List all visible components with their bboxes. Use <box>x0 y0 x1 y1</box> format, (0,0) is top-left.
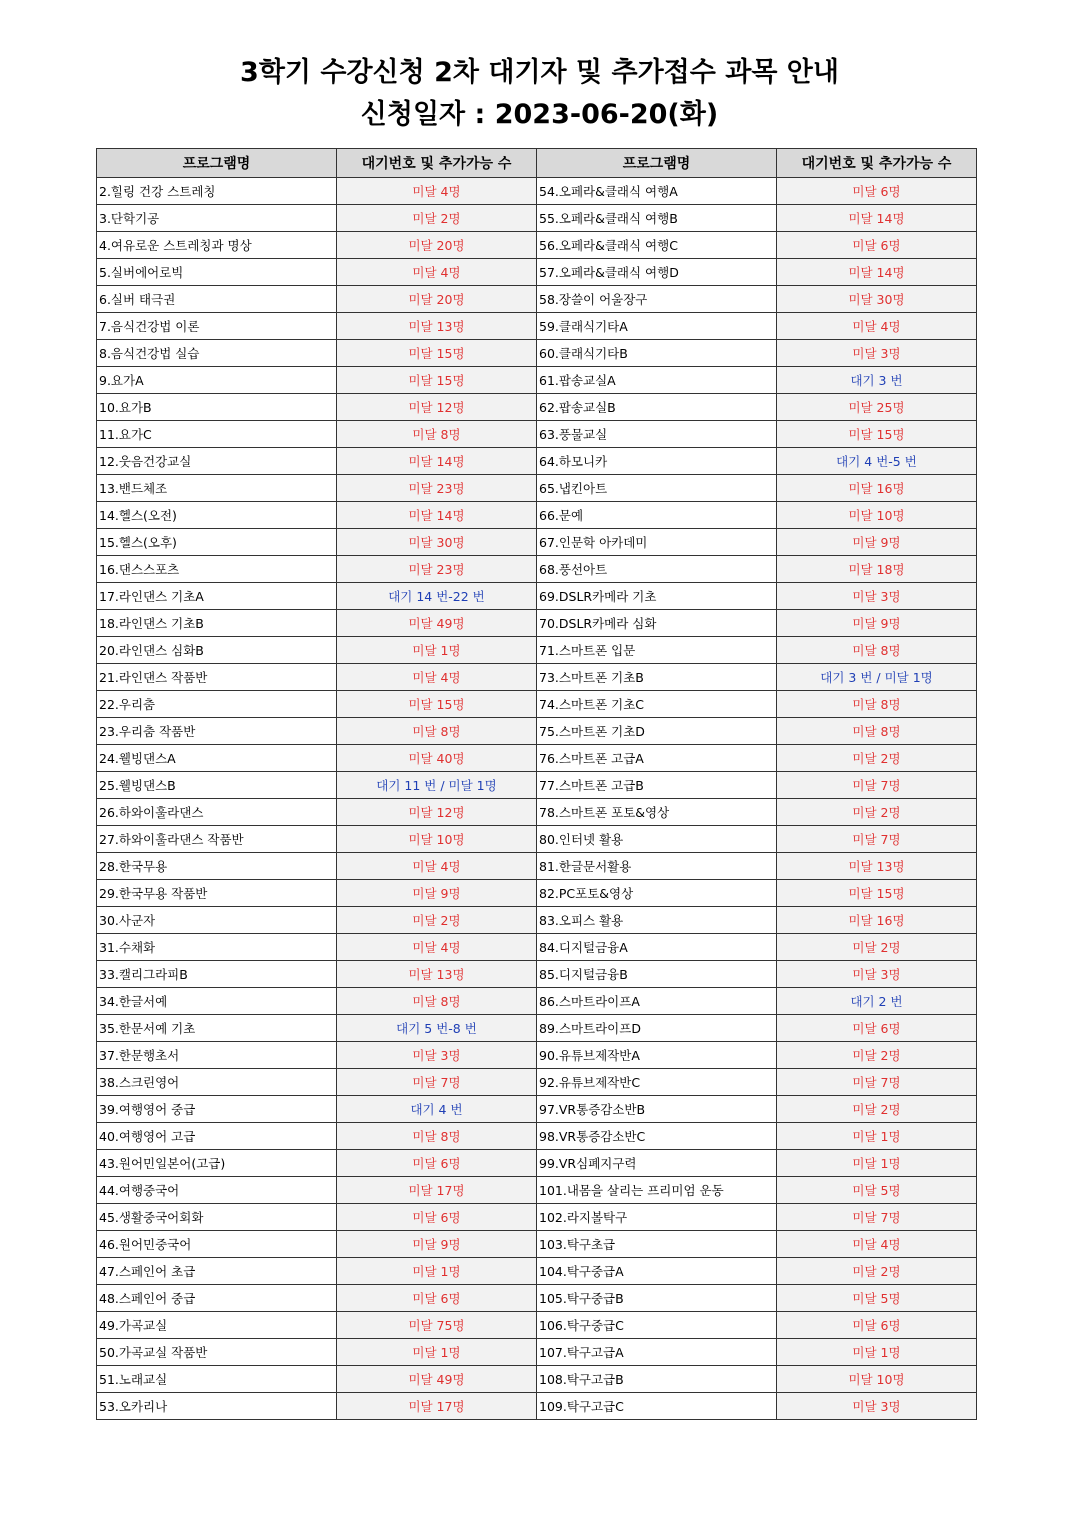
program-name-cell: 109.탁구고급C <box>537 1393 777 1420</box>
table-row <box>97 1069 977 1096</box>
table-row <box>97 448 977 475</box>
status-cell: 미달 2명 <box>337 907 537 934</box>
status-cell: 미달 12명 <box>337 394 537 421</box>
status-cell: 미달 1명 <box>777 1123 977 1150</box>
status-cell: 미달 8명 <box>337 988 537 1015</box>
program-name-cell: 45.생활중국어회화 <box>97 1204 337 1231</box>
table-row <box>97 205 977 232</box>
table-row <box>97 259 977 286</box>
status-cell: 미달 14명 <box>777 259 977 286</box>
status-cell: 미달 20명 <box>337 232 537 259</box>
program-name-cell: 74.스마트폰 기초C <box>537 691 777 718</box>
status-cell: 미달 1명 <box>337 637 537 664</box>
program-name-cell: 66.문예 <box>537 502 777 529</box>
status-cell: 미달 7명 <box>777 1069 977 1096</box>
program-name-cell: 107.탁구고급A <box>537 1339 777 1366</box>
program-name-cell: 7.음식건강법 이론 <box>97 313 337 340</box>
status-cell: 대기 2 번 <box>777 988 977 1015</box>
table-row <box>97 556 977 583</box>
status-cell: 미달 2명 <box>777 1258 977 1285</box>
status-cell: 미달 16명 <box>777 907 977 934</box>
status-cell: 미달 8명 <box>337 1123 537 1150</box>
status-cell: 미달 2명 <box>777 934 977 961</box>
status-cell: 미달 17명 <box>337 1393 537 1420</box>
table-row <box>97 664 977 691</box>
program-name-cell: 108.탁구고급B <box>537 1366 777 1393</box>
program-name-cell: 68.풍선아트 <box>537 556 777 583</box>
program-name-cell: 27.하와이훌라댄스 작품반 <box>97 826 337 853</box>
status-cell: 미달 3명 <box>777 340 977 367</box>
table-row <box>97 502 977 529</box>
status-cell: 미달 9명 <box>337 1231 537 1258</box>
header-program-name-left: 프로그램명 <box>97 149 337 178</box>
status-cell: 대기 4 번 <box>337 1096 537 1123</box>
status-cell: 미달 4명 <box>337 259 537 286</box>
status-cell: 미달 20명 <box>337 286 537 313</box>
table-row <box>97 1015 977 1042</box>
program-name-cell: 80.인터넷 활용 <box>537 826 777 853</box>
table-row <box>97 880 977 907</box>
program-name-cell: 39.여행영어 중급 <box>97 1096 337 1123</box>
status-cell: 미달 6명 <box>337 1150 537 1177</box>
program-name-cell: 13.밴드체조 <box>97 475 337 502</box>
status-cell: 미달 8명 <box>777 691 977 718</box>
table-row <box>97 1339 977 1366</box>
status-cell: 대기 5 번-8 번 <box>337 1015 537 1042</box>
program-name-cell: 10.요가B <box>97 394 337 421</box>
program-name-cell: 30.사군자 <box>97 907 337 934</box>
status-cell: 미달 9명 <box>777 529 977 556</box>
program-name-cell: 81.한글문서활용 <box>537 853 777 880</box>
program-name-cell: 8.음식건강법 실습 <box>97 340 337 367</box>
table-row <box>97 610 977 637</box>
status-cell: 미달 7명 <box>777 1204 977 1231</box>
program-name-cell: 83.오피스 활용 <box>537 907 777 934</box>
program-name-cell: 18.라인댄스 기초B <box>97 610 337 637</box>
status-cell: 미달 6명 <box>777 178 977 205</box>
table-row <box>97 1096 977 1123</box>
status-cell: 미달 12명 <box>337 799 537 826</box>
table-row <box>97 772 977 799</box>
status-cell: 미달 9명 <box>777 610 977 637</box>
table-row <box>97 421 977 448</box>
status-cell: 미달 3명 <box>777 1393 977 1420</box>
program-name-cell: 25.웰빙댄스B <box>97 772 337 799</box>
status-cell: 미달 13명 <box>777 853 977 880</box>
status-cell: 대기 14 번-22 번 <box>337 583 537 610</box>
program-name-cell: 60.클래식기타B <box>537 340 777 367</box>
program-name-cell: 54.오페라&클래식 여행A <box>537 178 777 205</box>
table-row <box>97 1177 977 1204</box>
program-name-cell: 28.한국무용 <box>97 853 337 880</box>
table-row <box>97 367 977 394</box>
document-title: 3학기 수강신청 2차 대기자 및 추가접수 과목 안내 <box>240 57 839 88</box>
status-cell: 미달 1명 <box>337 1258 537 1285</box>
status-cell: 미달 4명 <box>777 313 977 340</box>
table-row <box>97 745 977 772</box>
program-name-cell: 14.헬스(오전) <box>97 502 337 529</box>
status-cell: 미달 10명 <box>777 1366 977 1393</box>
status-cell: 미달 15명 <box>337 691 537 718</box>
waitlist-table <box>96 148 977 1420</box>
header-status-left: 대기번호 및 추가가능 수 <box>337 149 537 178</box>
program-name-cell: 98.VR통증감소반C <box>537 1123 777 1150</box>
program-name-cell: 61.팝송교실A <box>537 367 777 394</box>
status-cell: 미달 3명 <box>777 961 977 988</box>
status-cell: 미달 23명 <box>337 556 537 583</box>
program-name-cell: 103.탁구초급 <box>537 1231 777 1258</box>
status-cell: 미달 6명 <box>337 1204 537 1231</box>
status-cell: 미달 49명 <box>337 610 537 637</box>
status-cell: 미달 10명 <box>337 826 537 853</box>
status-cell: 미달 49명 <box>337 1366 537 1393</box>
table-row <box>97 853 977 880</box>
status-cell: 미달 3명 <box>337 1042 537 1069</box>
program-name-cell: 48.스페인어 중급 <box>97 1285 337 1312</box>
program-name-cell: 49.가곡교실 <box>97 1312 337 1339</box>
status-cell: 미달 2명 <box>777 1096 977 1123</box>
program-name-cell: 53.오카리나 <box>97 1393 337 1420</box>
status-cell: 미달 5명 <box>777 1177 977 1204</box>
status-cell: 미달 8명 <box>777 718 977 745</box>
program-name-cell: 77.스마트폰 고급B <box>537 772 777 799</box>
table-row <box>97 1258 977 1285</box>
status-cell: 미달 2명 <box>777 799 977 826</box>
program-name-cell: 78.스마트폰 포토&영상 <box>537 799 777 826</box>
status-cell: 미달 6명 <box>777 232 977 259</box>
program-name-cell: 15.헬스(오후) <box>97 529 337 556</box>
program-name-cell: 17.라인댄스 기초A <box>97 583 337 610</box>
status-cell: 미달 15명 <box>337 367 537 394</box>
status-cell: 미달 25명 <box>777 394 977 421</box>
status-cell: 미달 16명 <box>777 475 977 502</box>
program-name-cell: 46.원어민중국어 <box>97 1231 337 1258</box>
program-name-cell: 106.탁구중급C <box>537 1312 777 1339</box>
status-cell: 미달 14명 <box>337 502 537 529</box>
table-row <box>97 961 977 988</box>
status-cell: 미달 6명 <box>777 1312 977 1339</box>
program-name-cell: 62.팝송교실B <box>537 394 777 421</box>
program-name-cell: 82.PC포토&영상 <box>537 880 777 907</box>
status-cell: 미달 8명 <box>337 718 537 745</box>
status-cell: 미달 30명 <box>777 286 977 313</box>
table-header-row <box>97 149 977 178</box>
program-name-cell: 104.탁구중급A <box>537 1258 777 1285</box>
table-row <box>97 637 977 664</box>
table-row <box>97 1393 977 1420</box>
table-row <box>97 313 977 340</box>
program-name-cell: 69.DSLR카메라 기초 <box>537 583 777 610</box>
table-row <box>97 583 977 610</box>
table-row <box>97 718 977 745</box>
status-cell: 미달 75명 <box>337 1312 537 1339</box>
status-cell: 미달 14명 <box>777 205 977 232</box>
status-cell: 미달 1명 <box>777 1339 977 1366</box>
status-cell: 미달 14명 <box>337 448 537 475</box>
status-cell: 미달 30명 <box>337 529 537 556</box>
program-name-cell: 4.여유로운 스트레칭과 명상 <box>97 232 337 259</box>
status-cell: 미달 4명 <box>337 934 537 961</box>
program-name-cell: 58.장쓸이 어울장구 <box>537 286 777 313</box>
table-row <box>97 988 977 1015</box>
program-name-cell: 101.내몸을 살리는 프리미엄 운동 <box>537 1177 777 1204</box>
program-name-cell: 29.한국무용 작품반 <box>97 880 337 907</box>
status-cell: 미달 17명 <box>337 1177 537 1204</box>
program-name-cell: 92.유튜브제작반C <box>537 1069 777 1096</box>
status-cell: 미달 2명 <box>777 745 977 772</box>
program-name-cell: 22.우리춤 <box>97 691 337 718</box>
status-cell: 미달 13명 <box>337 313 537 340</box>
program-name-cell: 63.풍물교실 <box>537 421 777 448</box>
status-cell: 미달 15명 <box>777 421 977 448</box>
program-name-cell: 70.DSLR카메라 심화 <box>537 610 777 637</box>
status-cell: 미달 7명 <box>777 772 977 799</box>
table-row <box>97 907 977 934</box>
program-name-cell: 84.디지털금융A <box>537 934 777 961</box>
table-row <box>97 475 977 502</box>
program-name-cell: 12.웃음건강교실 <box>97 448 337 475</box>
status-cell: 미달 10명 <box>777 502 977 529</box>
status-cell: 대기 3 번 / 미달 1명 <box>777 664 977 691</box>
program-name-cell: 85.디지털금융B <box>537 961 777 988</box>
program-name-cell: 55.오페라&클래식 여행B <box>537 205 777 232</box>
table-row <box>97 1042 977 1069</box>
status-cell: 미달 9명 <box>337 880 537 907</box>
table-row <box>97 394 977 421</box>
program-name-cell: 73.스마트폰 기초B <box>537 664 777 691</box>
status-cell: 미달 5명 <box>777 1285 977 1312</box>
table-row <box>97 934 977 961</box>
status-cell: 미달 2명 <box>337 205 537 232</box>
document-subtitle: 신청일자 : 2023-06-20(화) <box>360 99 719 130</box>
program-name-cell: 21.라인댄스 작품반 <box>97 664 337 691</box>
status-cell: 미달 7명 <box>337 1069 537 1096</box>
header-program-name-right: 프로그램명 <box>537 149 777 178</box>
program-name-cell: 2.힐링 건강 스트레칭 <box>97 178 337 205</box>
program-name-cell: 9.요가A <box>97 367 337 394</box>
program-name-cell: 65.냅킨아트 <box>537 475 777 502</box>
program-name-cell: 44.여행중국어 <box>97 1177 337 1204</box>
table-row <box>97 1366 977 1393</box>
program-name-cell: 99.VR심폐지구력 <box>537 1150 777 1177</box>
table-row <box>97 340 977 367</box>
program-name-cell: 64.하모니카 <box>537 448 777 475</box>
status-cell: 미달 40명 <box>337 745 537 772</box>
program-name-cell: 11.요가C <box>97 421 337 448</box>
status-cell: 미달 4명 <box>777 1231 977 1258</box>
program-name-cell: 97.VR통증감소반B <box>537 1096 777 1123</box>
status-cell: 미달 7명 <box>777 826 977 853</box>
program-name-cell: 43.원어민일본어(고급) <box>97 1150 337 1177</box>
program-name-cell: 37.한문행초서 <box>97 1042 337 1069</box>
status-cell: 미달 1명 <box>777 1150 977 1177</box>
table-row <box>97 691 977 718</box>
status-cell: 미달 8명 <box>777 637 977 664</box>
table-row <box>97 1312 977 1339</box>
program-name-cell: 102.라지볼탁구 <box>537 1204 777 1231</box>
program-name-cell: 34.한글서예 <box>97 988 337 1015</box>
table-row <box>97 529 977 556</box>
program-name-cell: 56.오페라&클래식 여행C <box>537 232 777 259</box>
status-cell: 미달 23명 <box>337 475 537 502</box>
program-name-cell: 67.인문학 아카데미 <box>537 529 777 556</box>
program-name-cell: 3.단학기공 <box>97 205 337 232</box>
status-cell: 미달 4명 <box>337 853 537 880</box>
status-cell: 미달 4명 <box>337 178 537 205</box>
header-status-right: 대기번호 및 추가가능 수 <box>777 149 977 178</box>
program-name-cell: 16.댄스스포츠 <box>97 556 337 583</box>
program-name-cell: 51.노래교실 <box>97 1366 337 1393</box>
table-row <box>97 232 977 259</box>
program-name-cell: 75.스마트폰 기초D <box>537 718 777 745</box>
status-cell: 미달 15명 <box>337 340 537 367</box>
table-row <box>97 826 977 853</box>
status-cell: 미달 15명 <box>777 880 977 907</box>
program-name-cell: 31.수채화 <box>97 934 337 961</box>
program-name-cell: 23.우리춤 작품반 <box>97 718 337 745</box>
status-cell: 미달 4명 <box>337 664 537 691</box>
status-cell: 미달 13명 <box>337 961 537 988</box>
table-row <box>97 1150 977 1177</box>
program-name-cell: 38.스크린영어 <box>97 1069 337 1096</box>
table-row <box>97 1123 977 1150</box>
status-cell: 미달 18명 <box>777 556 977 583</box>
program-name-cell: 26.하와이훌라댄스 <box>97 799 337 826</box>
status-cell: 미달 3명 <box>777 583 977 610</box>
status-cell: 미달 8명 <box>337 421 537 448</box>
status-cell: 미달 1명 <box>337 1339 537 1366</box>
program-name-cell: 24.웰빙댄스A <box>97 745 337 772</box>
status-cell: 미달 2명 <box>777 1042 977 1069</box>
program-name-cell: 5.실버에어로빅 <box>97 259 337 286</box>
status-cell: 대기 11 번 / 미달 1명 <box>337 772 537 799</box>
status-cell: 대기 4 번-5 번 <box>777 448 977 475</box>
table-row <box>97 178 977 205</box>
table-row <box>97 799 977 826</box>
program-name-cell: 6.실버 태극권 <box>97 286 337 313</box>
program-name-cell: 33.캘리그라피B <box>97 961 337 988</box>
program-name-cell: 89.스마트라이프D <box>537 1015 777 1042</box>
status-cell: 미달 6명 <box>337 1285 537 1312</box>
program-name-cell: 57.오페라&클래식 여행D <box>537 259 777 286</box>
table-row <box>97 1231 977 1258</box>
program-name-cell: 50.가곡교실 작품반 <box>97 1339 337 1366</box>
program-name-cell: 59.클래식기타A <box>537 313 777 340</box>
program-name-cell: 90.유튜브제작반A <box>537 1042 777 1069</box>
status-cell: 미달 6명 <box>777 1015 977 1042</box>
program-name-cell: 71.스마트폰 입문 <box>537 637 777 664</box>
program-name-cell: 47.스페인어 초급 <box>97 1258 337 1285</box>
program-name-cell: 20.라인댄스 심화B <box>97 637 337 664</box>
program-name-cell: 40.여행영어 고급 <box>97 1123 337 1150</box>
program-name-cell: 86.스마트라이프A <box>537 988 777 1015</box>
table-row <box>97 286 977 313</box>
table-row <box>97 1285 977 1312</box>
program-name-cell: 105.탁구중급B <box>537 1285 777 1312</box>
table-body <box>97 178 977 1420</box>
program-name-cell: 76.스마트폰 고급A <box>537 745 777 772</box>
status-cell: 대기 3 번 <box>777 367 977 394</box>
table-row <box>97 1204 977 1231</box>
program-name-cell: 35.한문서예 기초 <box>97 1015 337 1042</box>
